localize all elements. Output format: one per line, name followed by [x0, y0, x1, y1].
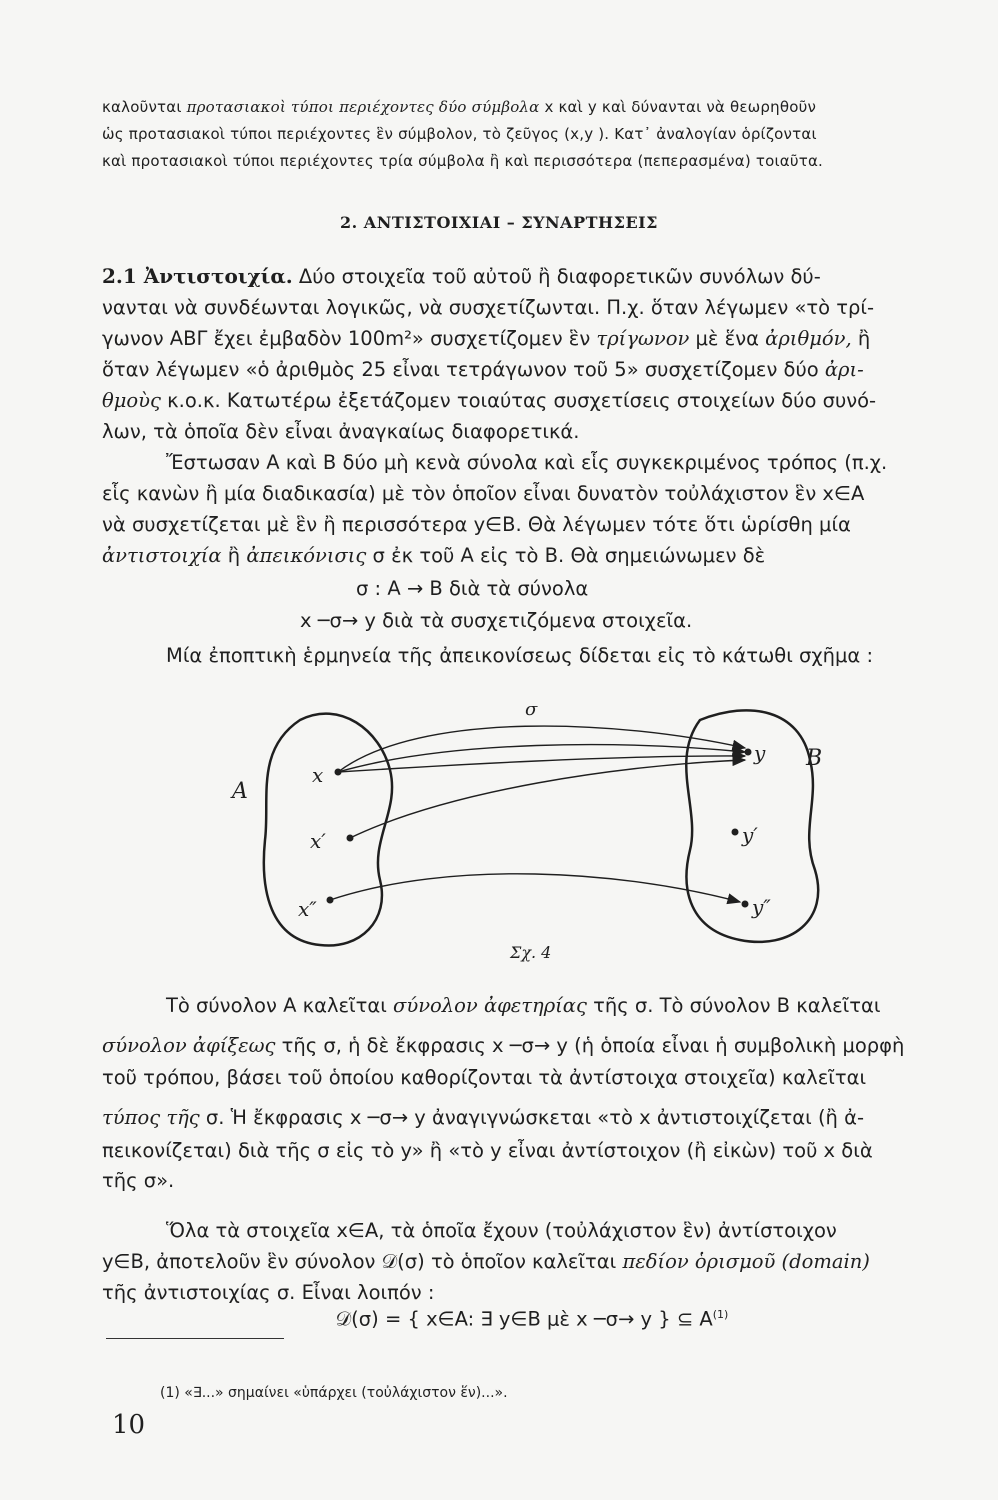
p4-line-1: Ὅλα τὰ στοιχεῖα x∈A, τὰ ὁποῖα ἔχουν (τοὐλάχιστον ἓν) ἀντίστοιχον — [166, 1219, 837, 1242]
p2-line-4: ἀντιστοιχία ἢ ἀπεικόνισις σ ἐκ τοῦ Α εἰς τὸ Β. Θὰ σημειώνωμεν δὲ — [102, 544, 766, 567]
footnote-rule — [106, 1338, 284, 1339]
s21-line-1: 2.1 Ἀντιστοιχία. Δύο στοιχεῖα τοῦ αὐτοῦ ἢ διαφορετικῶν συνόλων δύ- — [102, 264, 821, 288]
point-x — [335, 769, 342, 776]
footnote: (1) «∃...» σημαίνει «ὑπάρχει (τοὐλάχιστον ἕν)...». — [160, 1385, 508, 1401]
figure-caption: Σχ. 4 — [510, 943, 552, 962]
point-y — [745, 749, 752, 756]
s21-line-5: θμοὺς κ.ο.κ. Κατωτέρω ἐξετάζομεν τοιαύτας συσχετίσεις στοιχείων δύο συνό- — [102, 389, 877, 412]
s21-line-6: λων, τὰ ὁποῖα δὲν εἶναι ἀναγκαίως διαφορετικά. — [102, 420, 580, 443]
label-x1: x′ — [310, 829, 326, 853]
point-x2 — [327, 897, 334, 904]
point-y1 — [732, 829, 739, 836]
label-y: y — [754, 741, 766, 765]
page-number: 10 — [112, 1410, 146, 1440]
p2-line-2: εἷς κανὼν ἢ μία διαδικασία) μὲ τὸν ὁποῖον εἶναι δυνατὸν τοὐλάχιστον ἓν x∈A — [102, 482, 865, 505]
label-set-b: B — [806, 746, 823, 771]
section-heading: 2. ΑΝΤΙΣΤΟΙΧΙΑΙ – ΣΥΝΑΡΤΗΣΕΙΣ — [340, 213, 658, 232]
p3-line-2: σύνολον ἀφίξεως τῆς σ, ἡ δὲ ἔκφρασις x ─σ→ y (ἡ ὁποία εἶναι ἡ συμβολικὴ μορφὴ — [102, 1034, 905, 1057]
p3-line-4: τύπος τῆς σ. Ἡ ἔκφρασις x ─σ→ y ἀναγιγνώσκεται «τὸ x ἀντιστοιχίζεται (ἢ ἀ- — [102, 1106, 864, 1129]
point-x1 — [347, 835, 354, 842]
p2-line-1: Ἔστωσαν Α καὶ Β δύο μὴ κενὰ σύνολα καὶ εἷς συγκεκριμένος τρόπος (π.χ. — [166, 451, 888, 474]
p3-line-5: πεικονίζεται) διὰ τῆς σ εἰς τὸ y» ἢ «τὸ y εἶναι ἀντίστοιχον (ἢ εἰκὼν) τοῦ x διὰ — [102, 1139, 873, 1162]
arrow-x2-y2 — [330, 874, 740, 902]
label-y1: y′ — [742, 823, 758, 847]
arrow-x-y-1 — [338, 726, 745, 772]
mapping-notation-elements: x ─σ→ y διὰ τὰ συσχετιζόμενα στοιχεῖα. — [300, 609, 693, 632]
p3-line-6: τῆς σ». — [102, 1169, 175, 1192]
p3-line-3: τοῦ τρόπου, βάσει τοῦ ὁποίου καθορίζονται τὰ ἀντίστοιχα στοιχεῖα) καλεῖται — [102, 1066, 867, 1089]
domain-formula: 𝒟(σ) = { x∈A: ∃ y∈B μὲ x ─σ→ y } ⊆ $A^{(1)}$ — [335, 1307, 729, 1331]
point-y2 — [742, 901, 749, 908]
label-set-a: A — [232, 779, 248, 804]
p3-line-1: Τὸ σύνολον Α καλεῖται σύνολον ἀφετηρίας τῆς σ. Τὸ σύνολον Β καλεῖται — [166, 994, 881, 1017]
mapping-figure — [0, 690, 998, 980]
top-paragraph-line-3: καὶ προτασιακοὶ τύποι περιέχοντες τρία σύμβολα ἢ καὶ περισσότερα (πεπερασμένα) τοιαῦτα. — [102, 152, 823, 170]
top-paragraph-line-2: ὡς προτασιακοὶ τύποι περιέχοντες ἓν σύμβολον, τὸ ζεῦγος (x,y ). Κατ᾽ ἀναλογίαν ὁρίζονται — [102, 125, 817, 143]
label-x: x — [312, 763, 324, 787]
p4-line-3: τῆς ἀντιστοιχίας σ. Εἶναι λοιπόν : — [102, 1281, 435, 1304]
s21-line-2: νανται νὰ συνδέωνται λογικῶς, νὰ συσχετίζωνται. Π.χ. ὅταν λέγωμεν «τὸ τρί- — [102, 296, 875, 319]
label-y2: y″ — [752, 895, 771, 919]
label-sigma: σ — [525, 699, 538, 720]
p4-line-2: y∈B, ἀποτελοῦν ἓν σύνολον 𝒟(σ) τὸ ὁποῖον καλεῖται πεδίον ὁρισμοῦ (domain) — [102, 1250, 870, 1273]
label-x2: x″ — [298, 897, 317, 921]
p2-line-3: νὰ συσχετίζεται μὲ ἓν ἢ περισσότερα y∈B. Θὰ λέγωμεν τότε ὅτι ὡρίσθη μία — [102, 513, 851, 536]
set-a-blob — [264, 714, 392, 946]
p2-line-7: Μία ἐποπτικὴ ἑρμηνεία τῆς ἀπεικονίσεως δίδεται εἰς τὸ κάτωθι σχῆμα : — [166, 644, 874, 667]
s21-line-3: γωνον ΑΒΓ ἔχει ἐμβαδὸν 100m²» συσχετίζομεν ἓν τρίγωνον μὲ ἕνα ἀριθμόν, ἢ — [102, 327, 871, 350]
top-paragraph-line-1: καλοῦνται προτασιακοὶ τύποι περιέχοντες δύο σύμβολα x καὶ y καὶ δύνανται νὰ θεωρηθοῦν — [102, 98, 817, 116]
s21-line-4: ὅταν λέγωμεν «ὁ ἀριθμὸς 25 εἶναι τετράγωνον τοῦ 5» συσχετίζομεν δύο ἀρι- — [102, 358, 864, 381]
mapping-notation-sets: σ : Α → Β διὰ τὰ σύνολα — [356, 577, 589, 600]
